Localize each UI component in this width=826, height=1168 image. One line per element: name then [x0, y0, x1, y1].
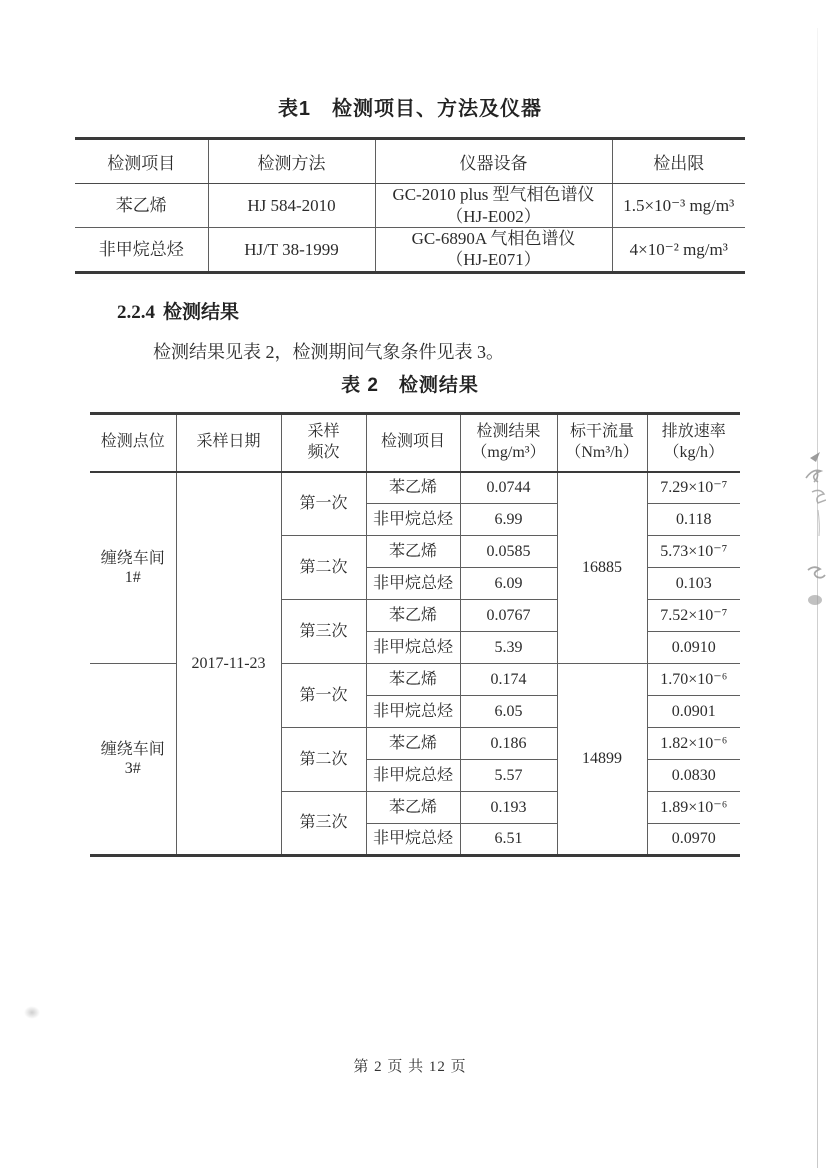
scan-smudge: [24, 1006, 40, 1019]
table2-header-result: [460, 414, 557, 472]
page-number-footer: 第 2 页 共 12 页: [353, 1059, 467, 1075]
table2-result-cell: 6.51: [460, 824, 557, 856]
table2-item-cell: 非甲烷总烃: [366, 504, 460, 536]
table2-freq-cell: 第三次: [281, 600, 366, 664]
table2-rate-cell: 0.0901: [647, 696, 740, 728]
table2-result-cell: 0.193: [460, 792, 557, 824]
table2-item-cell: 苯乙烯: [366, 664, 460, 696]
table2-freq-cell: 第二次: [281, 536, 366, 600]
table2-rate-cell: 0.103: [647, 568, 740, 600]
table1-instrument-cell: [375, 184, 612, 228]
table1-title: 表1 检测项目、方法及仪器: [277, 98, 543, 120]
table2-result-cell: 0.174: [460, 664, 557, 696]
table1-instrument-line1: GC-2010 plus 型气相色谱仪: [392, 185, 595, 205]
table2-rate-cell: 0.0910: [647, 632, 740, 664]
table2-header-rate-unit: （kg/h）: [663, 443, 724, 461]
table2-rate-cell: 0.0830: [647, 760, 740, 792]
table2-header-flow-unit: （Nm³/h）: [565, 443, 639, 461]
table2-flow-cell: 16885: [557, 472, 647, 664]
table2-item-cell: 苯乙烯: [366, 600, 460, 632]
table2-freq-cell: 第三次: [281, 792, 366, 856]
table2-rate-cell: 5.73×10⁻⁷: [647, 536, 740, 568]
point-name: 缠绕车间: [100, 740, 165, 758]
table1-instrument-cell: [375, 228, 612, 273]
table1-method-cell: HJ 584-2010: [208, 184, 375, 228]
table2-header-freq: [281, 414, 366, 472]
table2-result-cell: 6.99: [460, 504, 557, 536]
table2-title: 表 2 检测结果: [341, 375, 479, 396]
table2-header-result-unit: （mg/m³）: [471, 443, 546, 461]
table2-result-cell: 0.186: [460, 728, 557, 760]
table1-row: [75, 184, 745, 228]
table2-item-cell: 苯乙烯: [366, 728, 460, 760]
table2-rate-cell: 7.52×10⁻⁷: [647, 600, 740, 632]
table2-result-cell: 5.39: [460, 632, 557, 664]
table2-result-cell: 6.09: [460, 568, 557, 600]
table2-point-cell: [90, 664, 176, 856]
table2-rate-cell: 1.70×10⁻⁶: [647, 664, 740, 696]
table1-header-item: 检测项目: [75, 139, 208, 184]
section-heading: [117, 297, 239, 324]
table1-item-cell: 非甲烷总烃: [75, 228, 208, 273]
table2-item-cell: 苯乙烯: [366, 536, 460, 568]
table2-header-freq-line2: 频次: [307, 443, 340, 461]
table2-item-cell: 非甲烷总烃: [366, 568, 460, 600]
table2-header-flow-line1: 标干流量: [569, 422, 634, 440]
table2-freq-cell: 第二次: [281, 728, 366, 792]
table1-instrument-line2: （HJ-E002）: [446, 206, 541, 226]
table1-header-row: [75, 139, 745, 184]
table2-item-cell: 非甲烷总烃: [366, 632, 460, 664]
section-number: 2.2.4: [117, 302, 155, 323]
table2-result-cell: 0.0744: [460, 472, 557, 504]
table2-header-flow: [557, 414, 647, 472]
table2-rate-cell: 7.29×10⁻⁷: [647, 472, 740, 504]
table2-result-cell: 5.57: [460, 760, 557, 792]
table2-result-cell: 6.05: [460, 696, 557, 728]
table2-point-cell: [90, 472, 176, 664]
table1-header-method: 检测方法: [208, 139, 375, 184]
table1-limit-cell: 1.5×10⁻³ mg/m³: [612, 184, 745, 228]
body-paragraph: 检测结果见表 2，检测期间气象条件见表 3。: [153, 342, 504, 362]
table2-freq-cell: 第一次: [281, 664, 366, 728]
table2-results: [90, 412, 740, 857]
table2-header-date: 采样日期: [176, 414, 281, 472]
table1-row: [75, 228, 745, 273]
table2-header-rate: [647, 414, 740, 472]
table2-item-cell: 非甲烷总烃: [366, 824, 460, 856]
table2-item-cell: 苯乙烯: [366, 792, 460, 824]
table1-instrument-line1: GC-6890A 气相色谱仪: [411, 229, 576, 248]
point-name: 缠绕车间: [100, 549, 165, 567]
table2-header-point: 检测点位: [90, 414, 176, 472]
table2-item-cell: 苯乙烯: [366, 472, 460, 504]
table1-instrument-line2: （HJ-E071）: [446, 250, 541, 270]
table2-header-result-line1: 检测结果: [476, 422, 541, 440]
table2-rate-cell: 0.118: [647, 504, 740, 536]
table1-item-cell: 苯乙烯: [75, 184, 208, 228]
table2-rate-cell: 1.82×10⁻⁶: [647, 728, 740, 760]
point-id: 3#: [124, 760, 141, 777]
table2-rate-cell: 0.0970: [647, 824, 740, 856]
section-heading-text: 检测结果: [163, 302, 240, 323]
table2-header-rate-line1: 排放速率: [661, 422, 726, 440]
table2-rate-cell: 1.89×10⁻⁶: [647, 792, 740, 824]
table2-flow-cell: 14899: [557, 664, 647, 856]
table2-result-cell: 0.0585: [460, 536, 557, 568]
table1-method-cell: HJ/T 38-1999: [208, 228, 375, 273]
table1-methods-instruments: [75, 137, 745, 274]
table1-header-limit: 检出限: [612, 139, 745, 184]
table2-row: [90, 472, 740, 504]
table2-header-item: 检测项目: [366, 414, 460, 472]
handwriting-margin-marks: [788, 452, 826, 627]
table2-header-freq-line1: 采样: [307, 422, 340, 440]
point-id: 1#: [124, 568, 141, 586]
table1-header-instrument: 仪器设备: [375, 139, 612, 184]
table2-item-cell: 非甲烷总烃: [366, 696, 460, 728]
table2-result-cell: 0.0767: [460, 600, 557, 632]
table2-item-cell: 非甲烷总烃: [366, 760, 460, 792]
table2-freq-cell: 第一次: [281, 472, 366, 536]
table2-header-row: [90, 414, 740, 472]
table1-limit-cell: 4×10⁻² mg/m³: [612, 228, 745, 273]
table2-date-cell: 2017-11-23: [176, 472, 281, 856]
